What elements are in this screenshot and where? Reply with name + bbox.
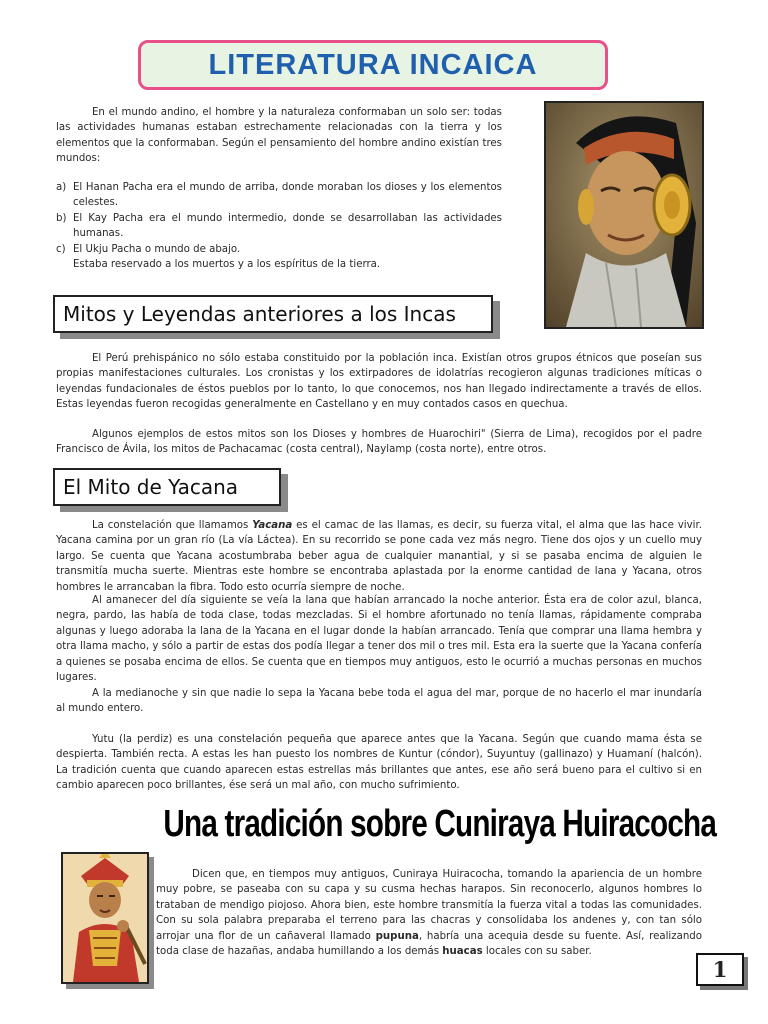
- yacana-paragraph-1: La constelación que llamamos Yacana es el camac de las llamas, es decir, su fuerza vital, el alma que las hace vivir. Yacana camina por un gran río (La vía Láctea). En su recorrido se pone cada vez más negro. Tiene dos ojos y un cuello muy largo. Se cuenta que Yacana acostumbraba beber agua de cualquier manantial, y si se pasaba encima de alguien le transmitía mucha suerte. Mientras este hombre se encontraba aplastada por la enorme cantidad de lana y Yacana, otros hombres le arrancaban la fibra. Todo esto ocurría siempre de noche.: [56, 520, 702, 593]
- yacana-paragraph-4: Yutu (la perdiz) es una constelación pequeña que aparece antes que la Yacana. Según que cuando mama ésta se despierta. También recta. A estas les han puesto los nombres de Kuntur (cóndor), Suyuntuy (gallinazo) y Huamaní (halcón). La tradición cuenta que cuando aparecen estas estrellas más brillantes que antes, ese año será bueno para el cultivo si en cambio aparecen poco brillantes, ése será un mal año, con mucho sufrimiento.: [56, 734, 702, 792]
- mitos-paragraph-1: El Perú prehispánico no sólo estaba constituido por la población inca. Existían otros grupos étnicos que poseían sus propias manifestaciones culturales. Los cronistas y los extirpadores de idolatrías recogieron algunas tradiciones míticas o leyendas fundacionales de éstos pueblos por lo tanto, lo que conocemos, nos han llegado indirectamente a través de ellos. Estas leyendas fueron recogidas generalmente en Castellano y en muy contados casos en quechua.: [56, 353, 702, 411]
- list-item: a) El Hanan Pacha era el mundo de arriba, donde moraban los dioses y los elementos celestes.: [56, 182, 502, 209]
- cuniraya-heading: Una tradición sobre Cuniraya Huiracocha: [163, 803, 717, 845]
- inca-portrait-image: [544, 101, 704, 329]
- mitos-paragraph-2: Algunos ejemplos de estos mitos son los Dioses y hombres de Huarochiri" (Sierra de Lima), recogidos por el padre Francisco de Ávila, los mitos de Pachacamac (costa central), Naylamp (costa norte), entre otros.: [56, 429, 702, 456]
- title-box: [138, 40, 608, 90]
- worlds-list: [56, 180, 502, 272]
- yacana-paragraph-3: A la medianoche y sin que nadie lo sepa la Yacana bebe toda el agua del mar, porque de no hacerlo el mar inundaría al mundo entero.: [56, 688, 702, 715]
- intro-paragraph: En el mundo andino, el hombre y la naturaleza conformaban un solo ser: todas las actividades humanas estaban estrechamente relacionadas con la tierra y los elementos que la conformaban. Según el pensamiento del hombre andino existían tres mundos:: [56, 107, 502, 165]
- section-heading-mitos: Mitos y Leyendas anteriores a los Incas: [53, 295, 493, 333]
- section-heading-yacana: El Mito de Yacana: [53, 468, 281, 506]
- yacana-paragraph-2: Al amanecer del día siguiente se veía la lana que habían arrancado la noche anterior. Ésta era de color azul, blanca, negra, pardo, las había de toda clase, todas mezcladas. Si el hombre afortunado no tenía llamas, rápidamente compraba algunas y luego adoraba la lana de la Yacana en el lugar donde la habían arrancado. Tenía que comprar una llama hembra y otra llama macho, y sólo a partir de estas dos podía llegar a tener dos mil o tres mil. Esta era la suerte que la Yacana confería a quienes se posaba encima de ellos. Se cuenta que en tiempos muy antiguos, esto le ocurrió a muchas personas en muchos lugares.: [56, 595, 702, 684]
- inca-warrior-illustration: [63, 854, 147, 982]
- list-item: b) El Kay Pacha era el mundo intermedio, donde se desarrollaban las actividades humanas.: [56, 212, 502, 240]
- list-item: c) El Ukju Pacha o mundo de abajo. Estaba reservado a los muertos y a los espíritus de la tierra.: [56, 243, 381, 271]
- page-number: 1: [696, 953, 744, 986]
- inca-warrior-image: [61, 852, 149, 984]
- page-title: LITERATURA INCAICA: [208, 48, 538, 81]
- cuniraya-paragraph: Dicen que, en tiempos muy antiguos, Cuniraya Huiracocha, tomando la apariencia de un hombre muy pobre, se paseaba con su capa y su cusma hechas harapos. Sin reconocerlo, algunos hombres lo trataban de mendigo piojoso. Ahora bien, este hombre transmitía la fuerza vital a todas las comunidades. Con su sola palabra preparaba el terreno para las chacras y consolidaba los andenes y, con tan sólo arrojar una flor de un cañaveral llamado pupuna, habría una acequia desde su fuente. Así, realizando toda clase de hazañas, andaba humillando a los demás huacas locales con su saber.: [156, 869, 702, 958]
- inca-portrait-illustration: [546, 103, 702, 327]
